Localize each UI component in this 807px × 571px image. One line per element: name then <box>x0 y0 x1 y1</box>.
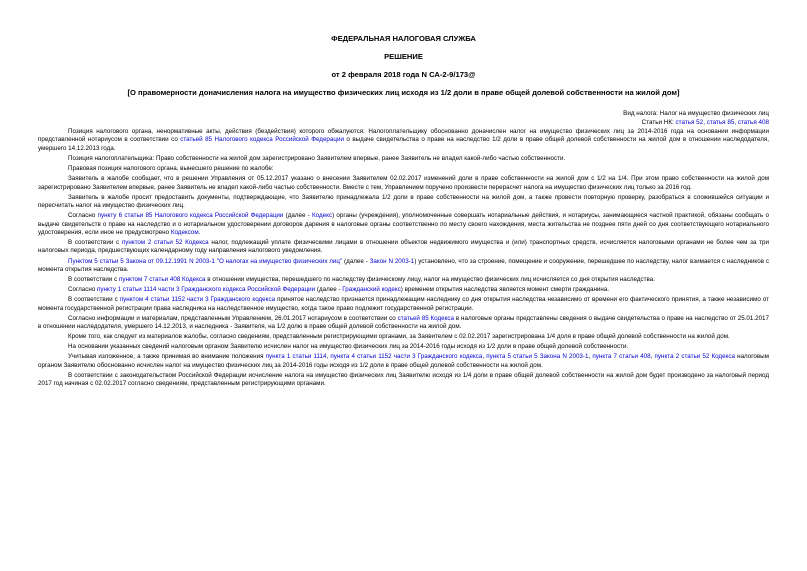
paragraph-text: В соответствии с <box>68 296 120 304</box>
document-page <box>38 34 769 390</box>
tax-code-articles <box>38 118 769 127</box>
paragraph-text: (далее - <box>342 257 370 265</box>
paragraph-text: Позиция налогового органа, ненормативные акты, действия (бездействия) которого обжалуются: Налогоплательщику обоснованно доначислен налог на имущество физических лиц за 2014-2016 года на основании информации представленной нотариусом в соответствии со <box>38 128 769 144</box>
law-reference-link[interactable]: пункту 1 статьи 1114 части 3 Гражданского кодекса Российской Федерации <box>97 286 316 294</box>
paragraph-text: Заявитель в жалобе сообщает, что в решении Управления от 05.12.2017 указано о внесении Заявителем 02.02.2017 изменений доли в праве собственности на жилой дом с 1/2 на 1/4. При этом право собственности на жилой дом зарегистрировано Заявителем впервые, ранее Заявитель не владел какой-либо частью собственности. Вместе с тем, Управлением поручено произвести перерасчет налога на имущество физических лиц только за 2016 год. <box>38 175 769 191</box>
paragraph <box>38 353 769 370</box>
law-reference-link[interactable]: пунктом 2 статьи 52 Кодекса <box>121 239 209 246</box>
paragraph <box>38 155 769 163</box>
paragraph-text: Согласно информации и материалам, представленным Управлением, 26.01.2017 нотариусом в соответствии со <box>68 314 398 322</box>
law-reference-link[interactable]: пункта 1 статьи 1114 <box>265 353 327 361</box>
articles-prefix: Статьи НК: <box>641 119 676 126</box>
law-reference-link[interactable]: пункта 5 статьи 5 Закона N 2003-1 <box>486 353 589 361</box>
paragraph-text: В соответствии с <box>68 276 119 283</box>
doc-type: РЕШЕНИЕ <box>384 52 423 61</box>
paragraph-text: Согласно <box>68 286 98 294</box>
paragraph-text: налоговым органом Заявителю обоснованно исчислен налог на имущество физических лиц за 2014-2016 годы исходя из 1/2 доли в праве общей долевой собственности на жилой дом. <box>38 353 769 369</box>
paragraph-text: Позиция налогоплательщика: Право собственности на жилой дом зарегистрировано Заявителем впервые, ранее Заявитель не владел какой-либо частью собственности. <box>68 154 566 162</box>
law-reference-link[interactable]: статьей 85 Налогового кодекса Российской Федерации <box>180 136 344 144</box>
paragraph <box>38 276 769 284</box>
paragraph-text: ) временем открытия наследства является момент смерти гражданина. <box>400 286 610 294</box>
paragraph-text: ) установлено, что за строение, помещение и сооружение, перешедшее по наследству, налог взимается с наследников с момента открытия наследства. <box>38 257 770 273</box>
paragraph-text: , <box>588 353 593 361</box>
paragraph-text: о выдаче свидетельства о праве на наследство 1/2 доли в праве общей долевой собственности на жилой дом в отношении наследодателя, умершего 14.12.2013 года. <box>38 136 769 152</box>
paragraph <box>38 315 769 332</box>
law-reference-link[interactable]: Закон N 2003-1 <box>369 257 415 265</box>
article-link[interactable]: статья 408 <box>737 119 769 126</box>
paragraph-text: Заявитель в жалобе просит предоставить документы, подтверждающие, что Заявителю принадлежала 1/2 доли в праве собственности на жилой дом, а также провести повторную проверку, разобраться в сложившейся ситуации и пересчитать налог на имущество физических лиц. <box>38 193 769 209</box>
paragraph-text: В соответствии с законодательством Российской Федерации исчисление налога на имущество физических лиц Заявителю исходя из 1/4 доли в праве общей долевой собственности на жилой дом будет производено за налоговый период 2017 год начиная с 02.02.2017 согласно сведениям, представленным регистрирующими органами. <box>38 371 769 388</box>
paragraph <box>38 372 769 389</box>
law-reference-link[interactable]: пунктом 7 статьи 408 Кодекса <box>118 276 206 283</box>
paragraph <box>38 165 769 173</box>
paragraph-text: На основании указанных сведений налоговым органом Заявителю исчислен налог на имущество физических лиц за 2014-2016 годы исходя из 1/2 доли в праве общей долевой собственности. <box>68 343 629 351</box>
paragraph-text: налог, подлежащий уплате физическими лицами в отношении объектов недвижимого имущества и (или) транспортных средств, исчисляется налоговыми органами не более чем за три налоговых периода, предшествующих календарному году направления налогового уведомления. <box>38 239 770 255</box>
paragraph-text: . <box>198 228 201 236</box>
law-reference-link[interactable]: пункту 6 статьи 85 Налогового кодекса Российской Федерации <box>97 212 284 220</box>
law-reference-link[interactable]: статьей 85 Кодекса <box>397 314 455 322</box>
law-reference-link[interactable]: пункта 2 статьи 52 Кодекса <box>654 353 735 361</box>
org-name: ФЕДЕРАЛЬНАЯ НАЛОГОВАЯ СЛУЖБА <box>331 34 476 43</box>
paragraph-text: ) органы (учреждения), уполномоченные совершать нотариальные действия, и нотариусы, занимающиеся частной практикой, обязаны сообщать о выдаче свидетельств о праве на наследство и о нотариальном удостоверении договоров дарения в налоговые органы соответственно по месту своего нахождения, места жительства не позднее пяти дней со дня соответствующего нотариального удостоверения, если иное не предусмотрено <box>38 212 769 236</box>
tax-type: Вид налога: Налог на имущество физических лиц <box>623 110 769 117</box>
paragraph-text: Согласно <box>68 212 98 220</box>
law-reference-link[interactable]: Кодекс <box>312 212 333 220</box>
paragraph-text: Правовая позиция налогового органа, вынесшего решение по жалобе: <box>68 165 274 172</box>
doc-title: [О правомерности доначисления налога на имущество физических лиц исходя из 1/2 доли в праве общей долевой собственности на жилой дом] <box>127 88 680 97</box>
paragraph <box>38 175 769 192</box>
paragraph-text: (далее - <box>283 212 313 220</box>
paragraph-text: (далее - <box>315 286 343 294</box>
paragraph-text: принятое наследство признается принадлежащим наследнику со дня открытия наследства независимо от времени его фактического принятия, а также независимо от момента государственной регистрации права наследника на наследственное имущество, когда такое право подлежит государственной регистрации. <box>38 296 770 312</box>
law-reference-link[interactable]: Пунктом 5 статьи 5 Закона от 09.12.1991 N 2003-1 "О налогах на имущество физических лиц" <box>68 257 343 265</box>
paragraph <box>38 212 769 237</box>
paragraph <box>38 239 769 256</box>
article-link[interactable]: статья 52 <box>675 119 704 126</box>
paragraph-text: В соответствии с <box>68 239 122 246</box>
paragraph-text: , <box>326 353 331 361</box>
paragraph-text: Кроме того, как следует из материалов жалобы, согласно сведениям, представленным регистрирующими органами, за Заявителем с 02.02.2017 зарегистрирована 1/4 доля в праве общей долевой собственности на жилой дом. <box>68 333 730 341</box>
document-body <box>38 128 769 389</box>
paragraph <box>38 333 769 341</box>
paragraph <box>38 343 769 351</box>
paragraph <box>38 258 769 275</box>
paragraph <box>38 128 769 153</box>
law-reference-link[interactable]: пункта 7 статьи 408 <box>592 353 651 361</box>
law-reference-link[interactable]: пунктом 4 статьи 1152 части 3 Гражданского кодекса <box>119 296 276 304</box>
article-link[interactable]: статья 85 <box>706 119 735 126</box>
doc-date-number: от 2 февраля 2018 года N СА-2-9/173@ <box>331 70 476 79</box>
paragraph-text: Учитывая изложенное, а также принимая во внимание положения <box>68 353 266 361</box>
paragraph <box>38 286 769 294</box>
paragraph <box>38 296 769 313</box>
paragraph <box>38 194 769 211</box>
paragraph-text: , <box>482 353 487 361</box>
paragraph-text: в отношении имущества, перешедшего по наследству физическому лицу, налог на имущество физических лиц исчисляется со дня открытия наследства. <box>205 276 655 283</box>
law-reference-link[interactable]: пункта 4 статьи 1152 части 3 Гражданского кодекса <box>330 353 483 361</box>
doc-meta <box>38 109 769 127</box>
paragraph-text: , <box>650 353 655 361</box>
law-reference-link[interactable]: Гражданский кодекс <box>342 286 401 294</box>
articles-list: статья 52, статья 85, статья 408 <box>675 119 769 126</box>
paragraph-text: в налоговые органы представлены сведения о выдаче свидетельства о праве на наследство от 25.01.2017 в отношении наследодателя, умершего 14.12.2013, и наследника - Заявителя, на 1/2 долю в праве общей долевой собственности на жилой дом. <box>38 314 770 331</box>
law-reference-link[interactable]: Кодексом <box>170 228 199 236</box>
